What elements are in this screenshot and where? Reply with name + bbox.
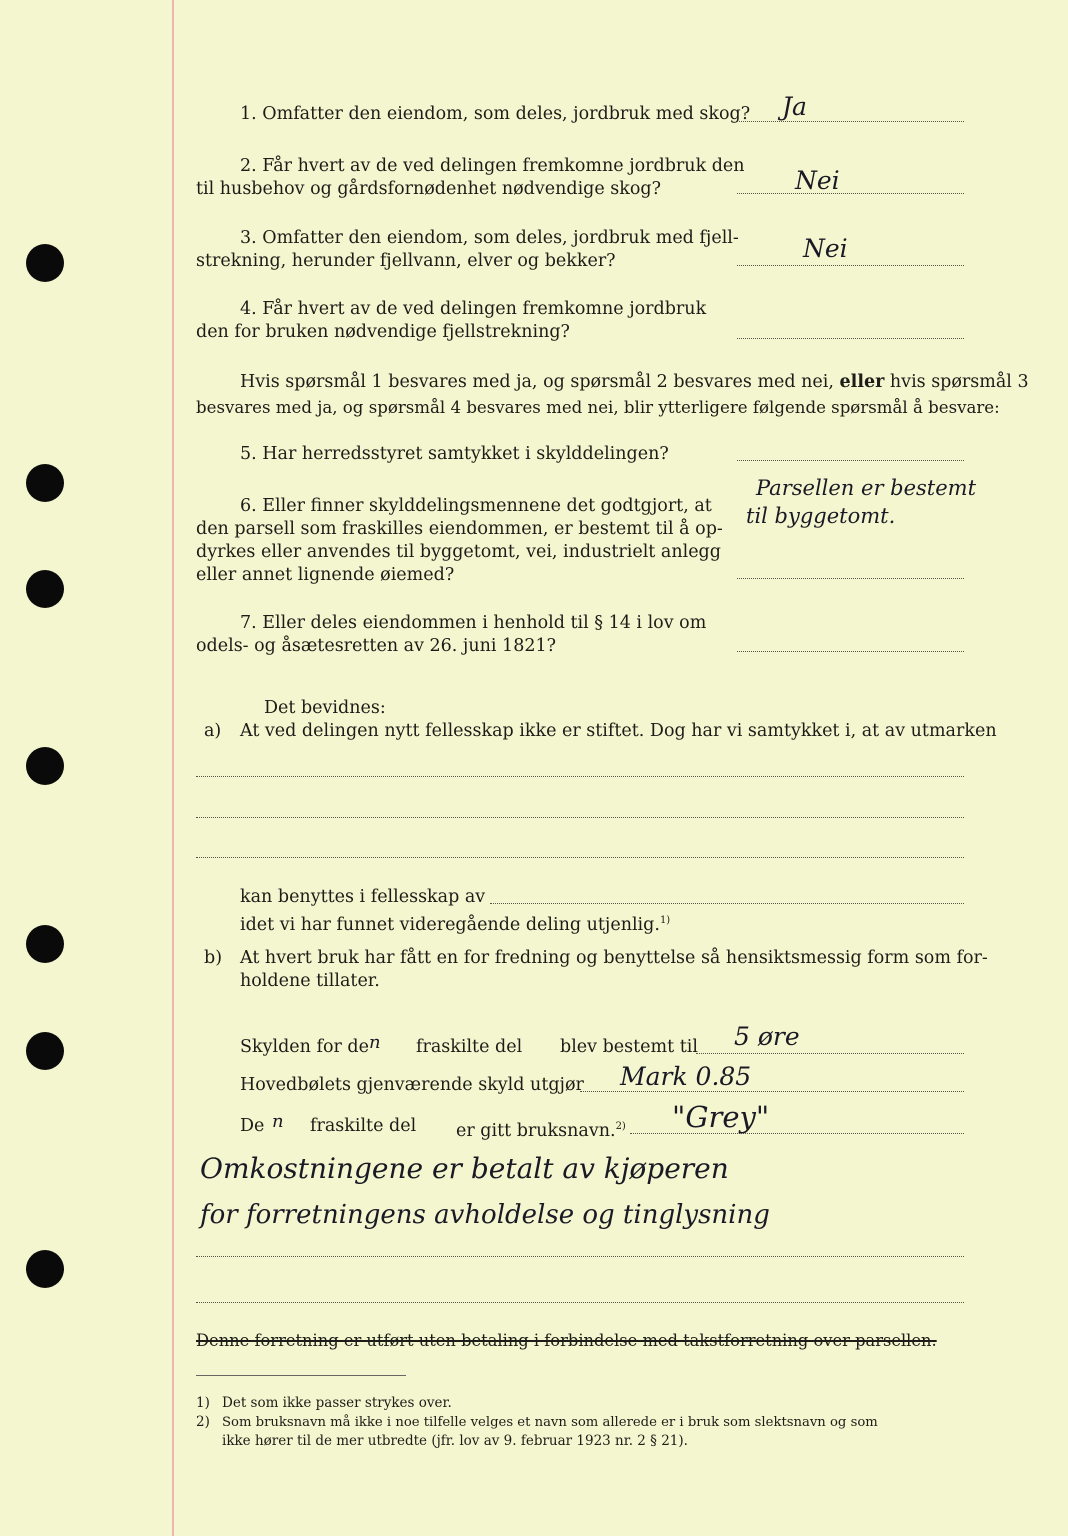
answer-6-line-2: til byggetomt. [746,504,896,528]
further-division [240,909,670,937]
conditional-text-a: Hvis spørsmål 1 besvares med ja, og spørsmål 2 besvares med nei, [240,372,834,392]
answer-1: Ja [782,92,807,121]
certify-a-label: a) [204,721,222,741]
bruksnavn-text-1: fraskilte del [310,1116,417,1136]
footnote-1-text: Det som ikke passer strykes over. [222,1395,452,1411]
answer-line-7 [737,651,964,652]
hovedbol-value: Mark 0.85 [620,1062,752,1091]
answer-line-2 [737,193,964,194]
skyld-text-1: Skylden for de [240,1037,369,1057]
certify-b-line-1: At hvert bruk har fått en for fredning og benyttelse så hensiktsmessig form som for- [240,948,988,968]
bruksnavn-text-2 [456,1115,626,1143]
conditional-line-2: besvares med ja, og spørsmål 4 besvares med nei, blir ytterligere følgende spørsmål å besvare: [196,398,1000,417]
answer-line-5 [737,460,964,461]
punch-hole [26,1032,64,1070]
question-6-line-2: den parsell som fraskilles eiendommen, er bestemt til å op- [196,519,723,539]
skyld-text-2: fraskilte del [416,1037,523,1057]
punch-hole [26,570,64,608]
punch-hole [26,1250,64,1288]
footnote-2-mark: 2) [196,1414,210,1430]
footnote-2-line-1: Som bruksnavn må ikke i noe tilfelle velges et navn som allerede er i bruk som slektsnavn og som [222,1415,878,1430]
blank-line [196,817,964,818]
answer-line-3 [737,265,964,266]
certify-heading: Det bevidnes: [264,698,386,718]
conditional-line-1 [240,371,1029,394]
blank-line [196,1256,964,1257]
punch-hole [26,464,64,502]
punch-hole [26,244,64,282]
bruksnavn-label: er gitt bruksnavn. [456,1120,616,1141]
conditional-text-b: hvis spørsmål 3 [889,372,1029,392]
bruksnavn-handwritten-suffix: n [272,1111,284,1132]
blank-line [196,776,964,777]
bruksnavn-de: De [240,1116,265,1136]
question-4-line-1: 4. Får hvert av de ved delingen fremkomne jordbruk [240,299,707,319]
answer-line-1 [737,121,964,122]
question-3-line-2: strekning, herunder fjellvann, elver og bekker? [196,251,616,271]
skyld-text-3: blev bestemt til [560,1037,698,1057]
answer-line-6 [737,578,964,579]
answer-3: Nei [803,234,848,263]
bruksnavn-value: "Grey" [672,1100,770,1134]
skyld-handwritten-suffix-1: n [369,1032,381,1053]
footnote-ref-2: 2) [615,1121,626,1132]
hovedbol-value-line [580,1091,964,1092]
question-7-line-1: 7. Eller deles eiendommen i henhold til § 14 i lov om [240,613,707,633]
skyld-value: 5 øre [734,1022,800,1051]
certify-b-line-2: holdene tillater. [240,971,380,991]
question-6-line-3: dyrkes eller anvendes til byggetomt, vei, industrielt anlegg [196,542,721,562]
further-text: idet vi har funnet videregående deling utjenlig. [240,914,660,935]
answer-line-4 [737,338,964,339]
question-6-line-4: eller annet lignende øiemed? [196,565,455,585]
question-1: 1. Omfatter den eiendom, som deles, jordbruk med skog? [240,104,751,124]
handwritten-note-line-2: for forretningens avholdelse og tinglysning [200,1200,770,1230]
struck-statement: Denne forretning er utført uten betaling i forbindelse med takstforretning over parsellen. [196,1331,937,1350]
footnote-ref-1: 1) [659,915,671,926]
footnote-separator [196,1375,406,1376]
punch-hole [26,925,64,963]
question-4-line-2: den for bruken nødvendige fjellstrekning? [196,322,570,342]
hovedbol-label: Hovedbølets gjenværende skyld utgjør [240,1075,584,1095]
footnote-2-line-2: ikke hører til de mer utbredte (jfr. lov av 9. februar 1923 nr. 2 § 21). [222,1433,688,1449]
question-2-line-2: til husbehov og gårdsfornødenhet nødvendige skog? [196,179,661,199]
punch-hole [26,747,64,785]
common-use-line [490,903,964,904]
question-7-line-2: odels- og åsætesretten av 26. juni 1821? [196,636,556,656]
question-5: 5. Har herredsstyret samtykket i skylddelingen? [240,444,669,464]
question-6-line-1: 6. Eller finner skylddelingsmennene det godtgjort, at [240,496,712,516]
answer-6-line-1: Parsellen er bestemt [756,476,977,500]
question-3-line-1: 3. Omfatter den eiendom, som deles, jordbruk med fjell- [240,228,739,248]
margin-rule [172,0,174,1536]
common-use-label: kan benyttes i fellesskap av [240,887,486,907]
footnote-1-mark: 1) [196,1395,210,1411]
handwritten-note-line-1: Omkostningene er betalt av kjøperen [200,1152,729,1185]
blank-line [196,1302,964,1303]
skyld-value-line [696,1053,964,1054]
certify-a-text: At ved delingen nytt fellesskap ikke er stiftet. Dog har vi samtykket i, at av utmarken [240,721,997,741]
answer-2: Nei [795,166,840,195]
conditional-bold: eller [839,372,885,392]
certify-b-label: b) [204,948,223,968]
blank-line [196,857,964,858]
question-2-line-1: 2. Får hvert av de ved delingen fremkomne jordbruk den [240,156,745,176]
